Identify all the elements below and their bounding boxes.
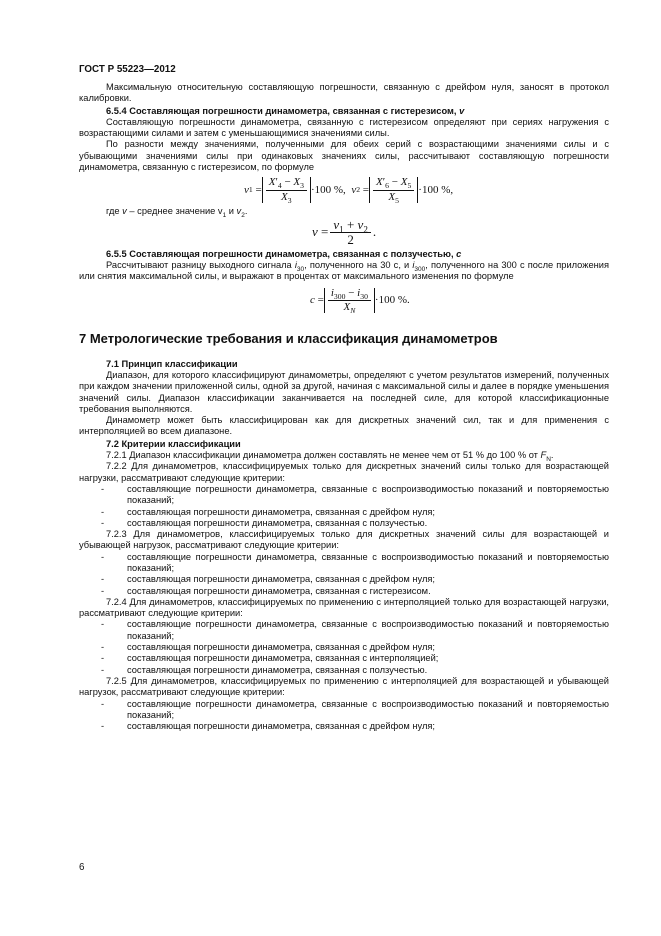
paragraph: Динамометр может быть классифицирован как для дискретных значений сил, так и для применения с интерполяцией во всем диапазоне.	[79, 415, 609, 437]
list-item: - составляющая погрешности динамометра, связанная с ползучестью.	[101, 517, 428, 528]
section-title-7: 7 Метрологические требования и классификация динамометров	[79, 331, 498, 347]
paragraph-7-2-5: 7.2.5 Для динамометров, классифицируемых по применению с интерполяцией для возрастающей и убывающей нагрузок, рассматривают следующие критерии:	[79, 675, 609, 698]
paragraph-7-2-3: 7.2.3 Для динамометров, классифицируемых только для дискретных значений силы для возрастающей и убывающей нагрузок, рассматривают следующие критерии:	[79, 529, 609, 551]
paragraph: Диапазон, для которого классифицируют динамометры, определяют с учетом результатов измерений, полученных при каждом значении приложенной силы, одной за другой, начиная с максимальной силы и далее в порядке уменьшения значений силы. Диапазон классификации заканчивается на последней силе, для которой классификационные требования выполняются.	[79, 369, 609, 414]
section-heading-7-2: 7.2 Критерии классификации	[106, 438, 241, 449]
list-item: - составляющая погрешности динамометра, связанная с дрейфом нуля;	[101, 642, 435, 653]
list-item: - составляющая погрешности динамометра, связанная с гистерезисом.	[101, 585, 431, 596]
list-item: - составляющие погрешности динамометра, связанные с воспроизводимостью показаний и повторяемостью показаний;	[101, 483, 609, 506]
formula-creep: c = $\frac{i_{300} - i_{30}}{X_N}$ ·100 %.	[310, 286, 410, 316]
formula-explanation: где v – среднее значение $v_1$ и $v_2$.	[106, 205, 248, 219]
list-item: - составляющая погрешности динамометра, связанная с дрейфом нуля;	[101, 721, 435, 732]
paragraph: Максимальную относительную составляющую погрешности, связанную с дрейфом нуля, заносят в протокол калибровки.	[79, 82, 609, 104]
paragraph-7-2-1: 7.2.1 Диапазон классификации динамометра должен составлять не менее чем от 51 % до 100 % от $F_N$.	[106, 450, 554, 463]
list-item: - составляющая погрешности динамометра, связанная с ползучестью.	[101, 664, 428, 675]
document-header: ГОСТ Р 55223—2012	[79, 64, 176, 75]
paragraph: Рассчитывают разницу выходного сигнала $i_{30}$, полученного на 30 с, и $i_{300}$, полученного на 300 с после приложения или снятия максимальной силы, и выражают в процентах от максимального изменения по формуле	[79, 260, 610, 282]
list-item: - составляющие погрешности динамометра, связанные с воспроизводимостью показаний и повторяемостью показаний;	[101, 698, 609, 720]
paragraph: Составляющую погрешности динамометра, связанную с гистерезисом определяют при сериях нагружения с возрастающими силами и затем с уменьшающимися значениями силы.	[79, 116, 609, 139]
list-item: - составляющая погрешности динамометра, связанная с интерполяцией;	[101, 653, 439, 664]
paragraph-7-2-4: 7.2.4 Для динамометров, классифицируемых по применению с интерполяцией только для возрастающей нагрузки, рассматривают следующие критерии:	[79, 596, 609, 619]
page-content	[79, 82, 609, 732]
list-item: - составляющая погрешности динамометра, связанная с дрейфом нуля;	[101, 574, 435, 585]
formula-hysteresis: v 1 = $\frac{X'_4 - X_3}{X_3}$ ·100 %, v 2 = $\frac{X'_6 - X_5}{X_5}$ ·100 %,	[244, 176, 454, 205]
formula-mean-hysteresis: v = $\frac{v_1 + v_2}{2}$ .	[312, 217, 377, 247]
page-number: 6	[79, 862, 85, 873]
list-item: - составляющая погрешности динамометра, связанная с дрейфом нуля;	[101, 506, 435, 517]
section-heading-6-5-5: 6.5.5 Составляющая погрешности динамометра, связанная с ползучестью, c	[106, 248, 462, 259]
paragraph-7-2-2: 7.2.2 Для динамометров, классифицируемых только для дискретных значений силы только для возрастающей нагрузки, рассматривают следующие критерии:	[79, 461, 609, 483]
list-item: - составляющие погрешности динамометра, связанные с воспроизводимостью показаний и повторяемостью показаний;	[101, 619, 609, 641]
list-item: - составляющие погрешности динамометра, связанные с воспроизводимостью показаний и повторяемостью показаний;	[101, 551, 609, 573]
section-heading-6-5-4: 6.5.4 Составляющая погрешности динамометра, связанная с гистерезисом, v	[106, 105, 465, 116]
section-heading-7-1: 7.1 Принцип классификации	[106, 358, 238, 369]
paragraph: По разности между значениями, полученными для обеих серий с возрастающими значениями силы и с убывающими значениями силы при одинаковых значениях силы, рассчитывают составляющую погрешности динамометра, связанную с гистерезисом, по формуле	[79, 139, 609, 173]
